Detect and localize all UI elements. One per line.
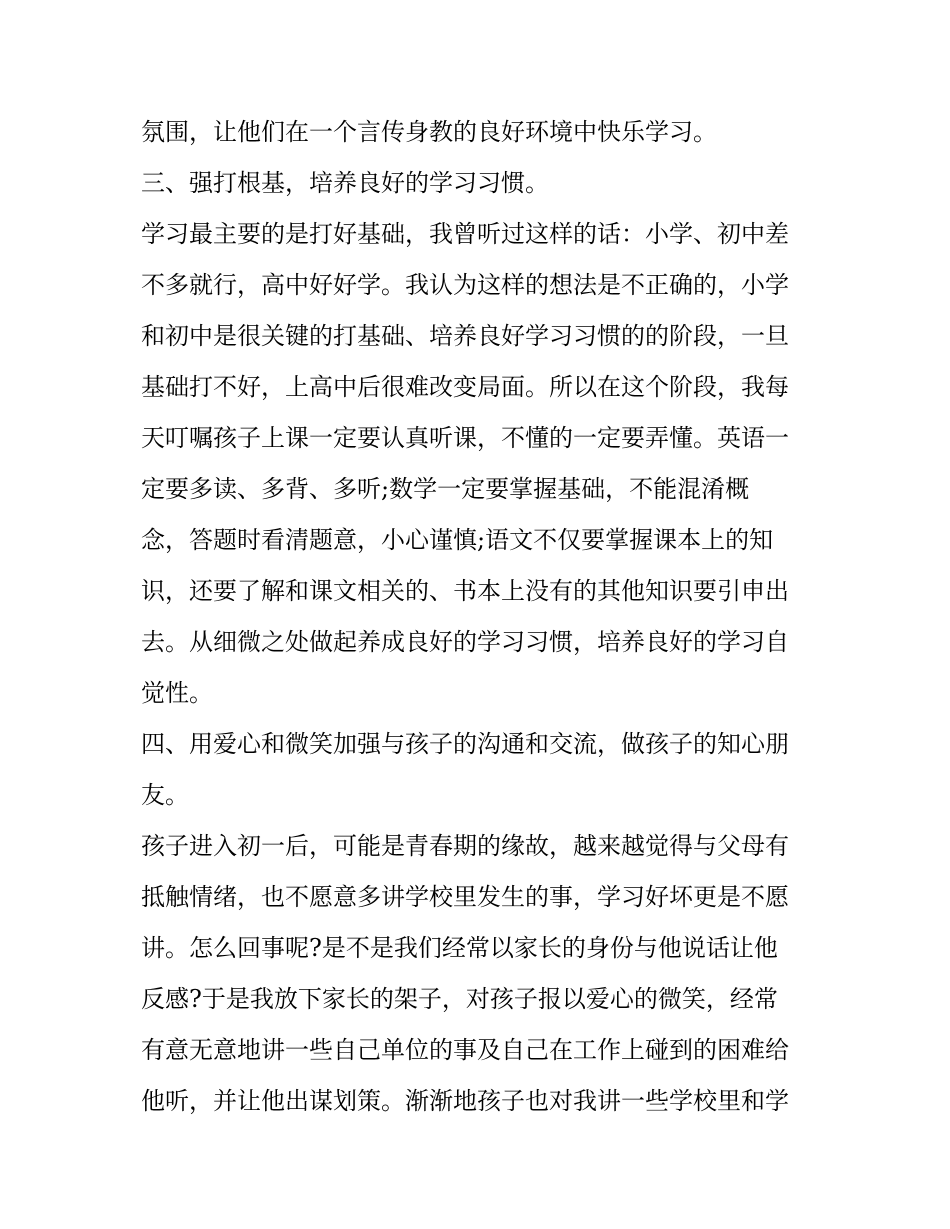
section-heading-3: 三、强打根基，培养良好的学习习惯。: [141, 169, 549, 197]
text-line-19: 有意无意地讲一些自己单位的事及自己在工作上碰到的困难给: [141, 1036, 789, 1064]
text-line-3: 学习最主要的是打好基础，我曾听过这样的话：小学、初中差: [141, 220, 789, 248]
document-body: [141, 107, 821, 1127]
text-line-6: 基础打不好，上高中后很难改变局面。所以在这个阶段，我每: [141, 373, 789, 401]
text-line-15: 孩子进入初一后，可能是青春期的缘故，越来越觉得与父母有: [141, 832, 789, 860]
text-line-12: 觉性。: [141, 679, 213, 707]
text-line-17: 讲。怎么回事呢?是不是我们经常以家长的身份与他说话让他: [141, 934, 778, 962]
text-line-16: 抵触情绪，也不愿意多讲学校里发生的事，学习好坏更是不愿: [141, 883, 789, 911]
text-line-7: 天叮嘱孩子上课一定要认真听课，不懂的一定要弄懂。英语一: [141, 424, 789, 452]
text-line-14: 友。: [141, 781, 189, 809]
text-line-8: 定要多读、多背、多听;数学一定要掌握基础，不能混淆概: [141, 475, 750, 503]
text-line-11: 去。从细微之处做起养成良好的学习习惯，培养良好的学习自: [141, 628, 789, 656]
text-line-5: 和初中是很关键的打基础、培养良好学习习惯的的阶段，一旦: [141, 322, 789, 350]
text-line-20: 他听，并让他出谋划策。渐渐地孩子也对我讲一些学校里和学: [141, 1087, 789, 1115]
text-line-18: 反感?于是我放下家长的架子，对孩子报以爱心的微笑，经常: [141, 985, 778, 1013]
section-heading-4: 四、用爱心和微笑加强与孩子的沟通和交流，做孩子的知心朋: [141, 730, 789, 758]
text-line-1: 氛围，让他们在一个言传身教的良好环境中快乐学习。: [141, 118, 717, 146]
text-line-9: 念，答题时看清题意，小心谨慎;语文不仅要掌握课本上的知: [141, 526, 774, 554]
text-line-4: 不多就行，高中好好学。我认为这样的想法是不正确的，小学: [141, 271, 789, 299]
text-line-10: 识，还要了解和课文相关的、书本上没有的其他知识要引申出: [141, 577, 789, 605]
